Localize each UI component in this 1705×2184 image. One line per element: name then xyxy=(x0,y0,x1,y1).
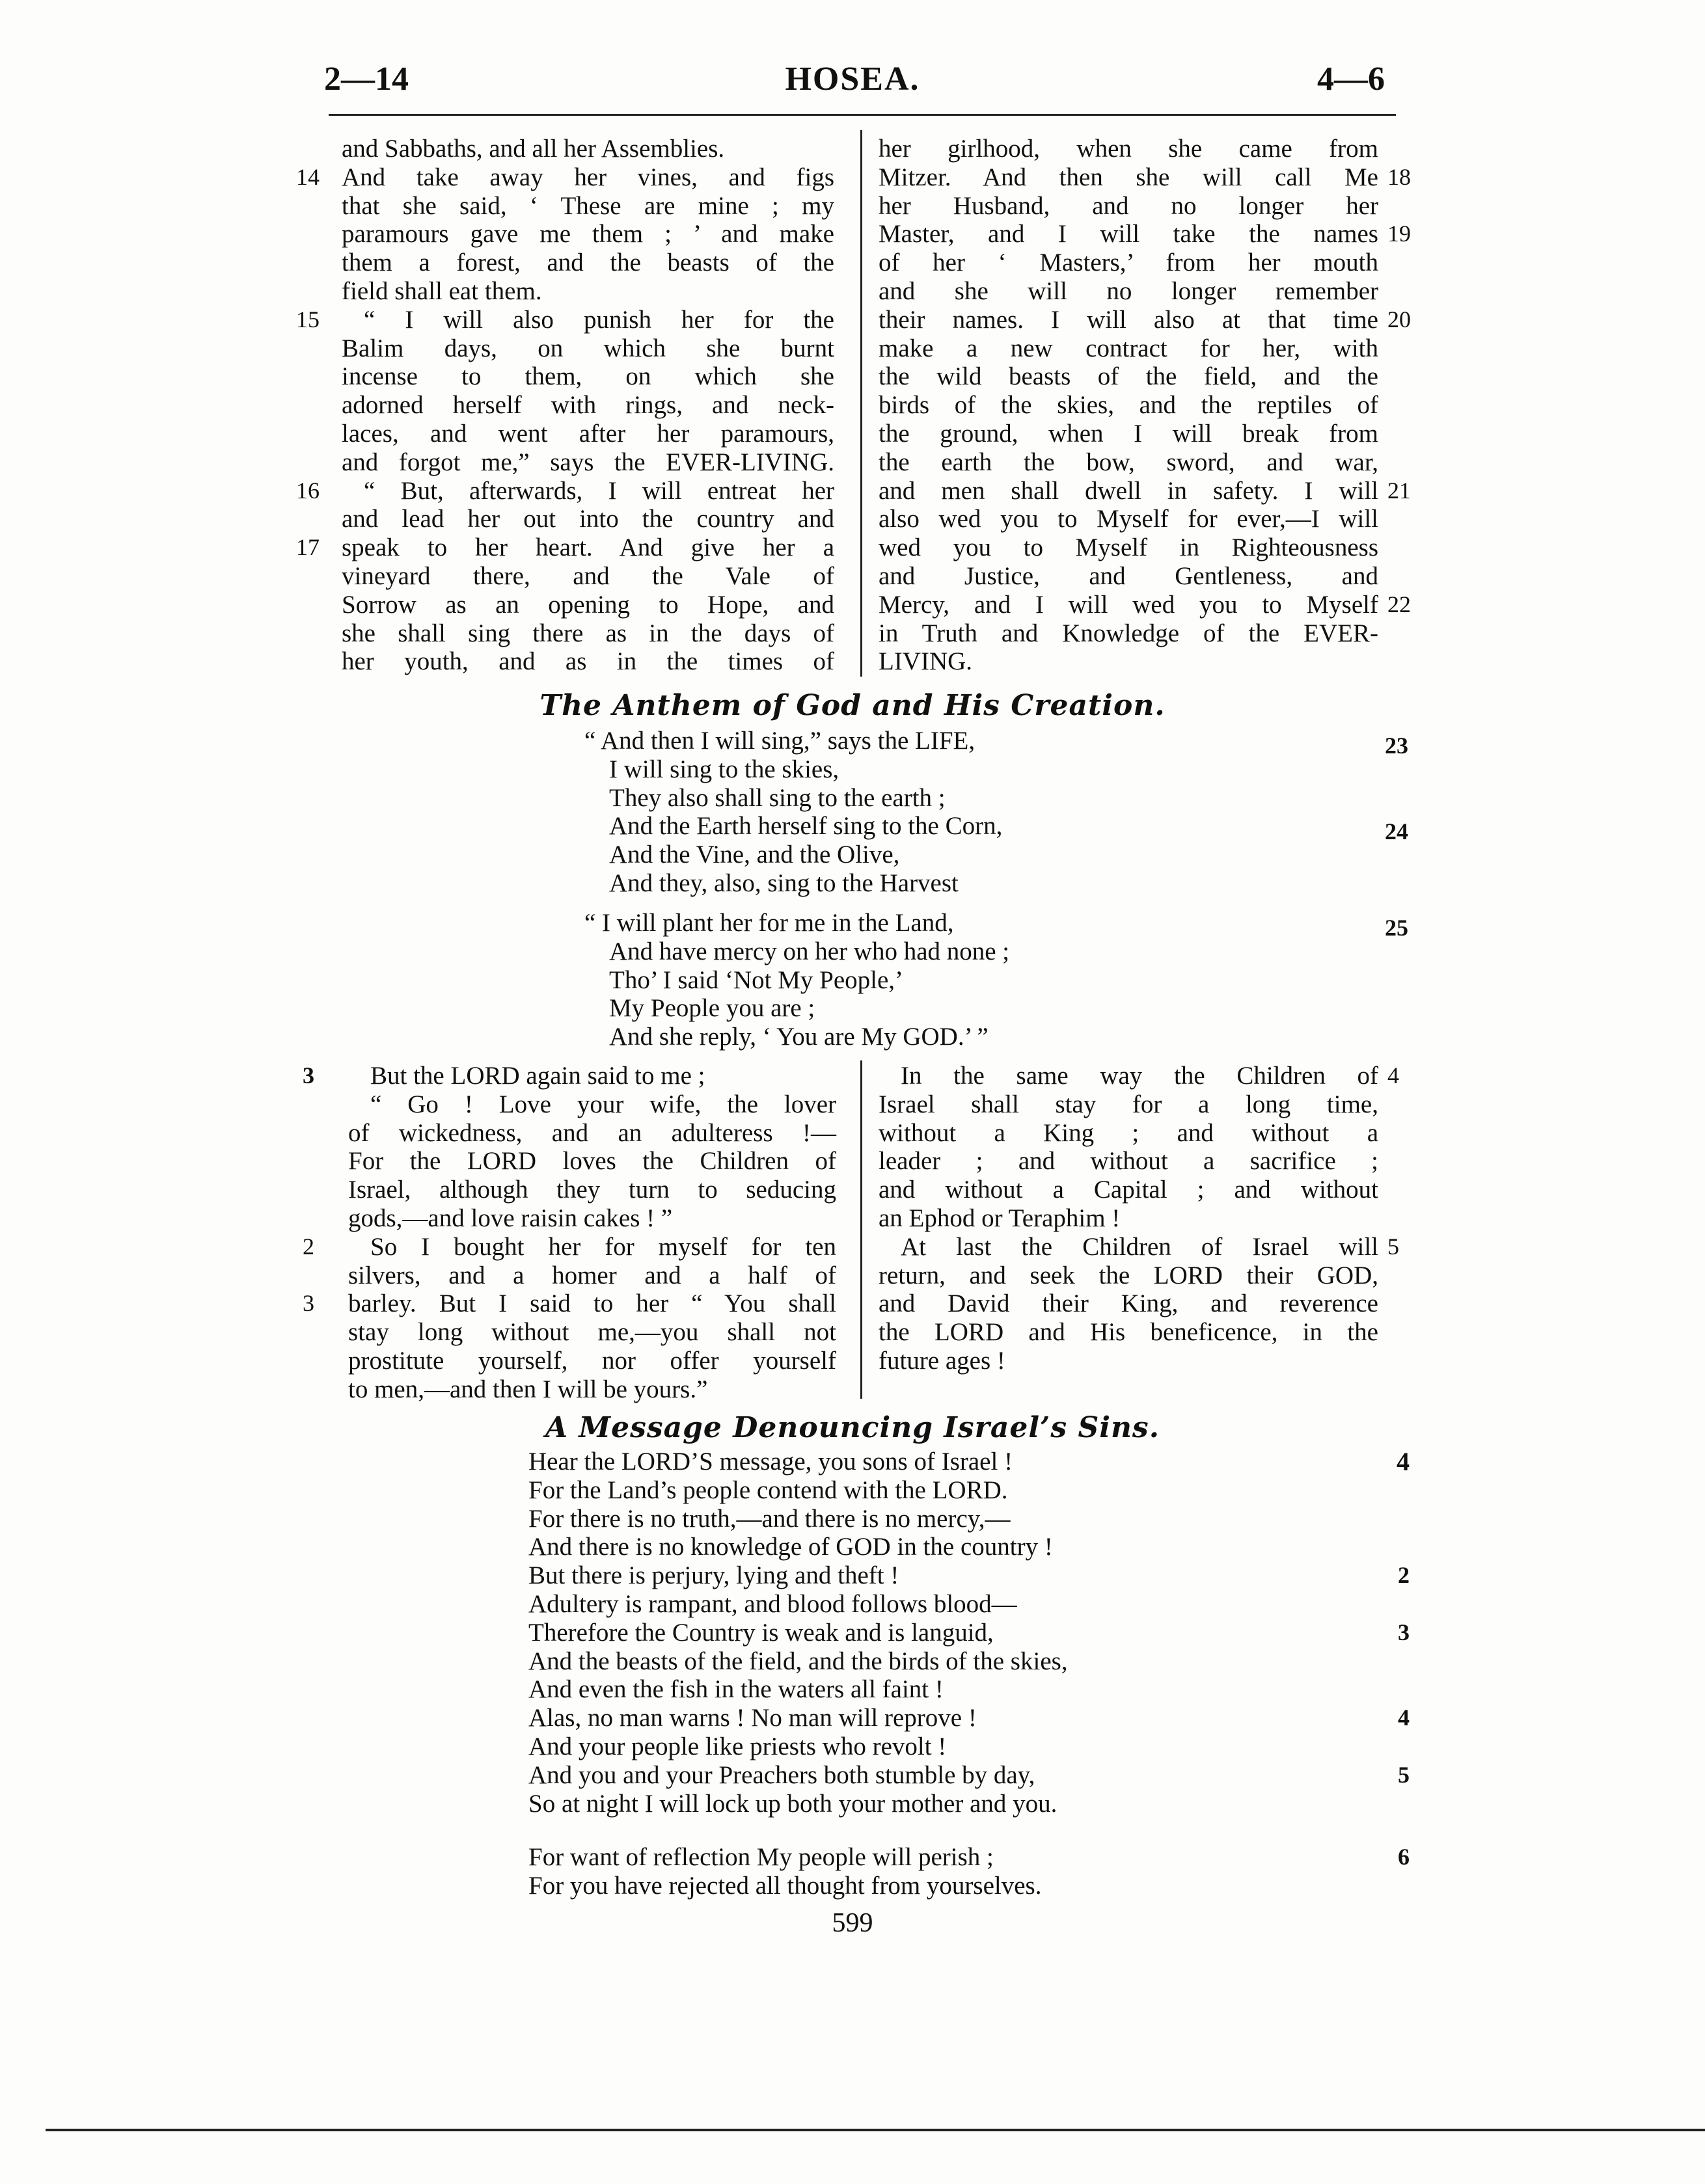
line-text: the earth the bow, sword, and war, xyxy=(879,448,1378,476)
poem-line-text: Hear the LORD’S message, you sons of Israel ! xyxy=(528,1448,1013,1476)
text-line xyxy=(879,220,1411,249)
verse-number: 16 xyxy=(296,477,320,504)
line-text: she shall sing there as in the days of xyxy=(342,619,834,647)
line-text: Balim days, on which she burnt xyxy=(342,334,834,362)
text-line xyxy=(879,533,1378,562)
text-line xyxy=(879,1090,1378,1119)
poem-line-text: And even the fish in the waters all faint ! xyxy=(528,1675,944,1704)
poem-line-text: And the Earth herself sing to the Corn, xyxy=(609,812,1003,841)
line-text: leader ; and without a sacrifice ; xyxy=(879,1147,1378,1176)
poem-line-text: Therefore the Country is weak and is languid, xyxy=(528,1618,994,1647)
poem-line xyxy=(528,1618,1410,1647)
verse-number: 5 xyxy=(1387,1233,1399,1260)
text-line xyxy=(879,305,1411,334)
text-line xyxy=(296,163,834,192)
line-text: also wed you to Myself for ever,—I will xyxy=(879,505,1378,533)
line-text: wed you to Myself in Righteousness xyxy=(879,533,1378,562)
section-heading-message: A Message Denouncing Israel’s Sins. xyxy=(545,1411,1160,1444)
verse-number: 3 xyxy=(303,1062,314,1088)
verse-number: 4 xyxy=(1397,1447,1410,1476)
line-text: Israel, although they turn to seducing xyxy=(348,1176,836,1204)
verse-number: 21 xyxy=(1387,477,1411,504)
text-line xyxy=(879,1062,1399,1090)
message-stanza-2 xyxy=(528,1843,1410,1900)
line-text: of her ‘ Masters,’ from her mouth xyxy=(879,249,1378,277)
verse-number: 14 xyxy=(296,163,320,190)
line-text: Mitzer. And then she will call Me xyxy=(879,163,1378,191)
poem-line-text: And they, also, sing to the Harvest xyxy=(609,869,959,897)
poem-line-text: For you have rejected all thought from yourselves. xyxy=(528,1871,1042,1900)
verse-number: 4 xyxy=(1387,1062,1399,1088)
text-line xyxy=(879,163,1411,192)
text-line xyxy=(348,1375,836,1404)
poem-line-text: For there is no truth,—and there is no mercy,— xyxy=(528,1504,1011,1533)
poem-line xyxy=(584,966,1009,995)
text-line xyxy=(879,647,1378,676)
text-line xyxy=(879,505,1378,533)
line-text: And take away her vines, and figs xyxy=(342,163,834,191)
text-line xyxy=(342,391,834,420)
verse-number: 25 xyxy=(1385,915,1408,941)
poem-line-text: And the Vine, and the Olive, xyxy=(609,841,900,869)
line-text: and lead her out into the country and xyxy=(342,505,834,533)
text-line xyxy=(342,647,834,676)
poem-line xyxy=(528,1561,1410,1590)
line-text: LIVING. xyxy=(879,647,973,676)
verse-number: 6 xyxy=(1398,1844,1410,1870)
poem-line-text: And there is no knowledge of GOD in the country ! xyxy=(528,1533,1053,1561)
text-line xyxy=(348,1318,836,1347)
column-left-block1 xyxy=(296,135,834,676)
line-text: “ I will also punish her for the xyxy=(364,305,834,334)
line-text: without a King ; and without a xyxy=(879,1118,1378,1147)
verse-number: 2 xyxy=(1398,1562,1410,1589)
text-line xyxy=(879,135,1378,163)
poem-line-text: And have mercy on her who had none ; xyxy=(609,937,1010,965)
text-line xyxy=(342,591,834,619)
line-text: Sorrow as an opening to Hope, and xyxy=(342,590,834,619)
line-text: For the LORD loves the Children of xyxy=(348,1147,836,1176)
poem-line xyxy=(528,1704,1410,1732)
poem-line xyxy=(528,1505,1400,1533)
poem-line xyxy=(528,1447,1410,1476)
poem-line-text: For want of reflection My people will perish ; xyxy=(528,1843,994,1871)
header-book-title: HOSEA. xyxy=(785,61,920,98)
text-line xyxy=(879,1204,1378,1233)
verse-number: 20 xyxy=(1387,306,1411,332)
poem-line xyxy=(528,1675,1400,1704)
text-line xyxy=(879,1318,1378,1347)
poem-line-text: But there is perjury, lying and theft ! xyxy=(528,1561,899,1590)
verse-number: 18 xyxy=(1387,163,1411,190)
line-text: Master, and I will take the names xyxy=(879,220,1378,249)
poem-line xyxy=(528,1843,1410,1872)
text-line xyxy=(342,249,834,277)
text-line xyxy=(879,334,1378,363)
poem-line xyxy=(584,909,1009,937)
line-text: silvers, and a homer and a half of xyxy=(348,1261,836,1289)
verse-number: 19 xyxy=(1387,221,1411,247)
verse-number: 3 xyxy=(1398,1619,1410,1645)
text-line xyxy=(879,277,1378,306)
line-text: the ground, when I will break from xyxy=(879,419,1378,448)
line-text: laces, and went after her paramours, xyxy=(342,419,834,448)
line-text: vineyard there, and the Vale of xyxy=(342,561,834,590)
line-text: return, and seek the LORD their GOD, xyxy=(879,1261,1378,1289)
text-line xyxy=(879,1147,1378,1176)
text-line xyxy=(879,192,1378,221)
poem-line xyxy=(528,1533,1400,1561)
line-text: in Truth and Knowledge of the EVER- xyxy=(879,619,1378,647)
text-line xyxy=(348,1176,836,1204)
poem-line-text: I will sing to the skies, xyxy=(609,755,839,783)
line-text: paramours gave me them ; ’ and make xyxy=(342,220,834,249)
poem-line xyxy=(584,994,1009,1023)
verse-number: 23 xyxy=(1385,733,1408,759)
poem-line xyxy=(528,1790,1400,1818)
text-line xyxy=(303,1062,836,1090)
text-line xyxy=(879,448,1378,477)
line-text: to men,—and then I will be yours.” xyxy=(348,1375,708,1403)
poem-line-text: Adultery is rampant, and blood follows blood— xyxy=(528,1589,1017,1618)
text-line xyxy=(879,1176,1378,1204)
poem-line-text: My People you are ; xyxy=(609,994,815,1023)
text-line xyxy=(879,362,1378,391)
verse-number: 15 xyxy=(296,306,320,332)
text-line xyxy=(348,1090,836,1119)
line-text: that she said, ‘ These are mine ; my xyxy=(342,191,834,220)
line-text: future ages ! xyxy=(879,1346,1005,1375)
text-line xyxy=(342,220,834,249)
line-text: and Sabbaths, and all her Assemblies. xyxy=(342,135,725,163)
line-text: make a new contract for her, with xyxy=(879,334,1378,362)
text-line xyxy=(879,590,1411,619)
line-text: prostitute yourself, nor offer yourself xyxy=(348,1346,836,1375)
text-line xyxy=(303,1232,836,1261)
text-line xyxy=(879,420,1378,448)
poem-line-text: For the Land’s people contend with the LORD. xyxy=(528,1476,1008,1504)
line-text: field shall eat them. xyxy=(342,276,542,305)
message-stanza-1 xyxy=(528,1447,1410,1818)
section-heading-anthem: The Anthem of God and His Creation. xyxy=(539,689,1166,722)
text-line xyxy=(879,391,1378,420)
poem-line xyxy=(584,937,1009,966)
text-line xyxy=(342,420,834,448)
line-text: her Husband, and no longer her xyxy=(879,191,1378,220)
poem-line xyxy=(528,1872,1400,1900)
line-text: speak to her heart. And give her a xyxy=(342,533,834,562)
header-rule xyxy=(329,114,1396,116)
text-line xyxy=(879,249,1378,277)
verse-number: 24 xyxy=(1385,818,1408,844)
verse-number: 3 xyxy=(303,1290,314,1317)
line-text: of wickedness, and an adulteress !— xyxy=(348,1118,836,1147)
line-text: her girlhood, when she came from xyxy=(879,135,1378,163)
line-text: her youth, and as in the times of xyxy=(342,647,834,676)
line-text: incense to them, on which she xyxy=(342,362,834,391)
anthem-stanza-2 xyxy=(584,909,1009,1051)
text-line xyxy=(879,1261,1378,1290)
poem-line xyxy=(528,1590,1400,1619)
line-text: adorned herself with rings, and neck- xyxy=(342,391,834,420)
poem-line xyxy=(528,1647,1400,1676)
line-text: barley. But I said to her “ You shall xyxy=(348,1289,836,1318)
line-text: Israel shall stay for a long time, xyxy=(879,1090,1378,1118)
line-text: the LORD and His beneficence, in the xyxy=(879,1318,1378,1347)
line-text: their names. I will also at that time xyxy=(879,305,1378,334)
line-text: stay long without me,—you shall not xyxy=(348,1318,836,1347)
line-text: and without a Capital ; and without xyxy=(879,1176,1378,1204)
text-line xyxy=(342,448,834,477)
text-line xyxy=(879,619,1378,648)
line-text: an Ephod or Teraphim ! xyxy=(879,1204,1121,1232)
line-text: Mercy, and I will wed you to Myself xyxy=(879,590,1378,619)
line-text: birds of the skies, and the reptiles of xyxy=(879,391,1378,420)
text-line xyxy=(342,277,834,306)
line-text: “ Go ! Love your wife, the lover xyxy=(370,1090,836,1118)
poem-line xyxy=(584,812,1002,841)
text-line xyxy=(348,1204,836,1233)
column-right-block2 xyxy=(879,1062,1399,1375)
text-line xyxy=(342,334,834,363)
page-number: 599 xyxy=(832,1908,873,1938)
verse-number: 2 xyxy=(303,1233,314,1260)
column-left-block2 xyxy=(303,1062,836,1404)
poem-line-text: “ I will plant her for me in the Land, xyxy=(584,909,954,937)
poem-line xyxy=(584,727,1002,755)
poem-line-text: And your people like priests who revolt ! xyxy=(528,1732,947,1760)
line-text: and David their King, and reverence xyxy=(879,1289,1378,1318)
line-text: gods,—and love raisin cakes ! ” xyxy=(348,1204,673,1232)
line-text: and Justice, and Gentleness, and xyxy=(879,561,1378,590)
poem-line xyxy=(584,1023,1009,1051)
line-text: At last the Children of Israel will xyxy=(901,1232,1378,1261)
anthem-stanza-1 xyxy=(584,727,1002,898)
poem-line-text: “ And then I will sing,” says the LIFE, xyxy=(584,727,975,755)
line-text: So I bought her for myself for ten xyxy=(370,1232,836,1261)
text-line xyxy=(342,562,834,591)
poem-line xyxy=(528,1732,1400,1761)
column-divider xyxy=(860,130,862,677)
line-text: “ But, afterwards, I will entreat her xyxy=(364,476,834,505)
text-line xyxy=(348,1119,836,1148)
line-text: and men shall dwell in safety. I will xyxy=(879,476,1378,505)
text-line xyxy=(348,1347,836,1375)
header-chapter-range-right: 4—6 xyxy=(1317,61,1385,98)
text-line xyxy=(879,1119,1378,1148)
poem-line xyxy=(528,1476,1400,1505)
poem-line-text: They also shall sing to the earth ; xyxy=(609,783,946,812)
verse-number: 4 xyxy=(1398,1705,1410,1731)
poem-line xyxy=(584,784,1002,813)
text-line xyxy=(879,1232,1399,1261)
line-text: the wild beasts of the field, and the xyxy=(879,362,1378,391)
text-line xyxy=(348,1147,836,1176)
poem-line-text: So at night I will lock up both your mother and you. xyxy=(528,1789,1057,1818)
text-line xyxy=(348,1261,836,1290)
poem-line-text: And the beasts of the field, and the birds of the skies, xyxy=(528,1647,1068,1675)
poem-line-text: And you and your Preachers both stumble by day, xyxy=(528,1760,1035,1789)
verse-number: 22 xyxy=(1387,591,1411,617)
poem-line xyxy=(528,1760,1410,1790)
text-line xyxy=(342,135,834,163)
text-line xyxy=(296,305,834,334)
poem-line-text: Alas, no man warns ! No man will reprove ! xyxy=(528,1704,977,1732)
text-line xyxy=(296,533,834,562)
line-text: In the same way the Children of xyxy=(901,1062,1378,1090)
text-line xyxy=(342,505,834,533)
text-line xyxy=(879,562,1378,591)
line-text: But the LORD again said to me ; xyxy=(370,1062,705,1090)
text-line xyxy=(879,476,1411,506)
text-line xyxy=(342,362,834,391)
column-right-block1 xyxy=(879,135,1411,676)
poem-line xyxy=(584,841,1002,869)
poem-line xyxy=(584,869,1002,898)
verse-number: 17 xyxy=(296,534,320,561)
text-line xyxy=(342,192,834,221)
text-line xyxy=(879,1347,1378,1375)
line-text: and she will no longer remember xyxy=(879,276,1378,305)
line-text: and forgot me,” says the EVER-LIVING. xyxy=(342,448,834,476)
scan-edge-rule xyxy=(46,2129,1705,2131)
text-line xyxy=(879,1289,1378,1318)
text-line xyxy=(342,619,834,648)
line-text: them a forest, and the beasts of the xyxy=(342,249,834,277)
column-divider xyxy=(860,1060,862,1399)
header-chapter-range-left: 2—14 xyxy=(324,61,409,98)
poem-line xyxy=(584,755,1002,784)
verse-number: 5 xyxy=(1398,1761,1410,1788)
text-line xyxy=(303,1289,836,1318)
poem-line-text: And she reply, ‘ You are My GOD.’ ” xyxy=(609,1023,989,1051)
text-line xyxy=(296,476,834,506)
poem-line-text: Tho’ I said ‘Not My People,’ xyxy=(609,965,904,994)
